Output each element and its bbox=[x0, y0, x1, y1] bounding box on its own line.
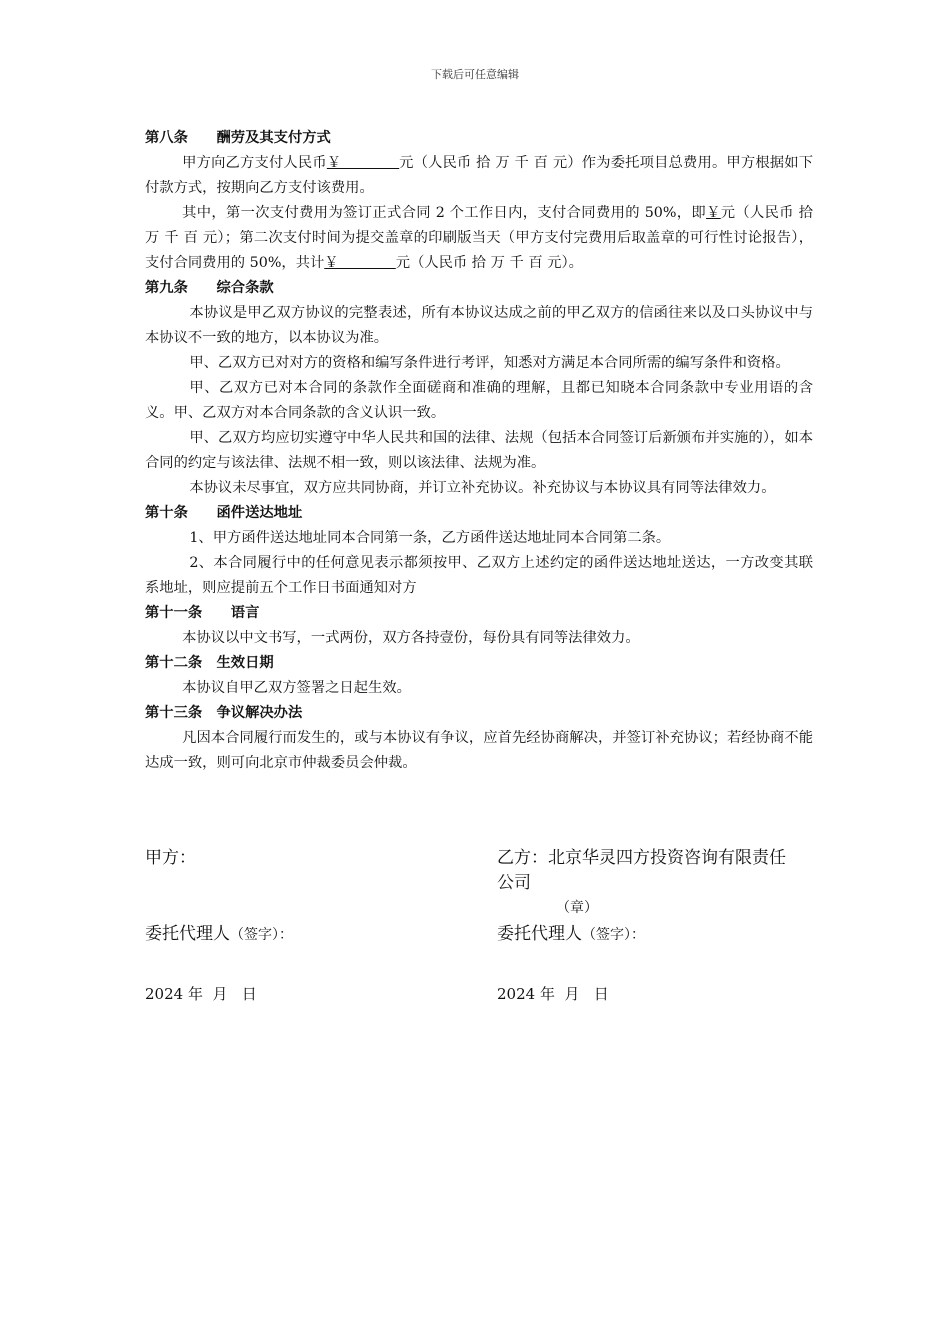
article-9-para: 甲、乙双方已对对方的资格和编写条件进行考评，知悉对方满足本合同所需的编写条件和资格。 bbox=[189, 355, 790, 371]
article-9-para: 甲、乙双方均应切实遵守中华人民共和国的法律、法规（包括本合同签订后新颁布并实施的），如本合同的约定与该法律、法规不相一致，则以该法律、法规为准。 bbox=[145, 430, 813, 471]
article-10-para: 2、本合同履行中的任何意见表示都须按甲、乙双方上述约定的函件送达地址送达，一方改变其联系地址，则应提前五个工作日书面通知对方 bbox=[145, 555, 813, 596]
first-payment-blank: ￥ bbox=[706, 205, 721, 221]
contract-body bbox=[145, 126, 813, 776]
article-8-para-1 bbox=[145, 151, 813, 201]
article-8-heading: 第八条 酬劳及其支付方式 bbox=[145, 130, 331, 146]
article-8-para-2-text: 其中，第一次支付费用为签订正式合同 2 个工作日内，支付合同费用的 50%，即 bbox=[182, 205, 707, 221]
article-8-para-1-rest: 元（人民币 拾 万 千 百 元）作为委托项目总费用。甲方根据如下付款方式，按期向乙方支付该费用。 bbox=[145, 155, 814, 196]
agent-note: （签字）： bbox=[582, 927, 645, 943]
article-13-heading: 第十三条 争议解决办法 bbox=[145, 705, 303, 721]
article-12-para: 本协议自甲乙双方签署之日起生效。 bbox=[182, 680, 411, 696]
party-a-agent bbox=[145, 922, 293, 948]
article-10-para: 1、甲方函件送达地址同本合同第一条，乙方函件送达地址同本合同第二条。 bbox=[189, 530, 671, 546]
second-payment-blank: ￥ bbox=[324, 255, 396, 271]
agent-note: （签字）： bbox=[230, 927, 293, 943]
article-12-heading: 第十二条 生效日期 bbox=[145, 655, 274, 671]
party-a-label: 甲方： bbox=[145, 848, 196, 868]
seal-label: （章） bbox=[556, 900, 598, 916]
article-11-para: 本协议以中文书写，一式两份，双方各持壹份，每份具有同等法律效力。 bbox=[182, 630, 640, 646]
article-11-heading: 第十一条 语言 bbox=[145, 605, 260, 621]
article-8-para-2 bbox=[145, 201, 813, 276]
article-8-para-2-mid: 元（人民币 拾 万 千 百 元）；第二次支付时间为提交盖章的印刷版当天（甲方支付完费用后取盖章的可行性讨论报告），支付合同费用的 50%，共计 bbox=[145, 205, 814, 271]
agent-label: 委托代理人 bbox=[145, 924, 230, 944]
party-b-date: 2024 年 月 日 bbox=[497, 985, 609, 1003]
amount-blank: ￥ bbox=[326, 155, 400, 171]
party-a-date: 2024 年 月 日 bbox=[145, 985, 257, 1003]
agent-label: 委托代理人 bbox=[497, 924, 582, 944]
article-9-heading: 第九条 综合条款 bbox=[145, 280, 274, 296]
party-b-label: 乙方：北京华灵四方投资咨询有限责任公司 bbox=[497, 848, 786, 893]
party-b-agent bbox=[497, 922, 645, 948]
article-9-para: 甲、乙双方已对本合同的条款作全面磋商和准确的理解，且都已知晓本合同条款中专业用语的含义。甲、乙双方对本合同条款的含义认识一致。 bbox=[145, 380, 813, 421]
article-13-para: 凡因本合同履行而发生的，或与本协议有争议，应首先经协商解决，并签订补充协议；若经协商不能达成一致，则可向北京市仲裁委员会仲裁。 bbox=[145, 730, 813, 771]
article-8-para-1-text: 甲方向乙方支付人民币 bbox=[182, 155, 327, 171]
article-10-heading: 第十条 函件送达地址 bbox=[145, 505, 303, 521]
article-9-para: 本协议未尽事宜，双方应共同协商，并订立补充协议。补充协议与本协议具有同等法律效力。 bbox=[189, 480, 776, 496]
article-8-para-2-rest: 元（人民币 拾 万 千 百 元）。 bbox=[395, 255, 583, 271]
page-header: 下载后可任意编辑 bbox=[431, 68, 519, 81]
article-9-para: 本协议是甲乙双方协议的完整表述，所有本协议达成之前的甲乙双方的信函往来以及口头协议中与本协议不一致的地方，以本协议为准。 bbox=[145, 305, 813, 346]
